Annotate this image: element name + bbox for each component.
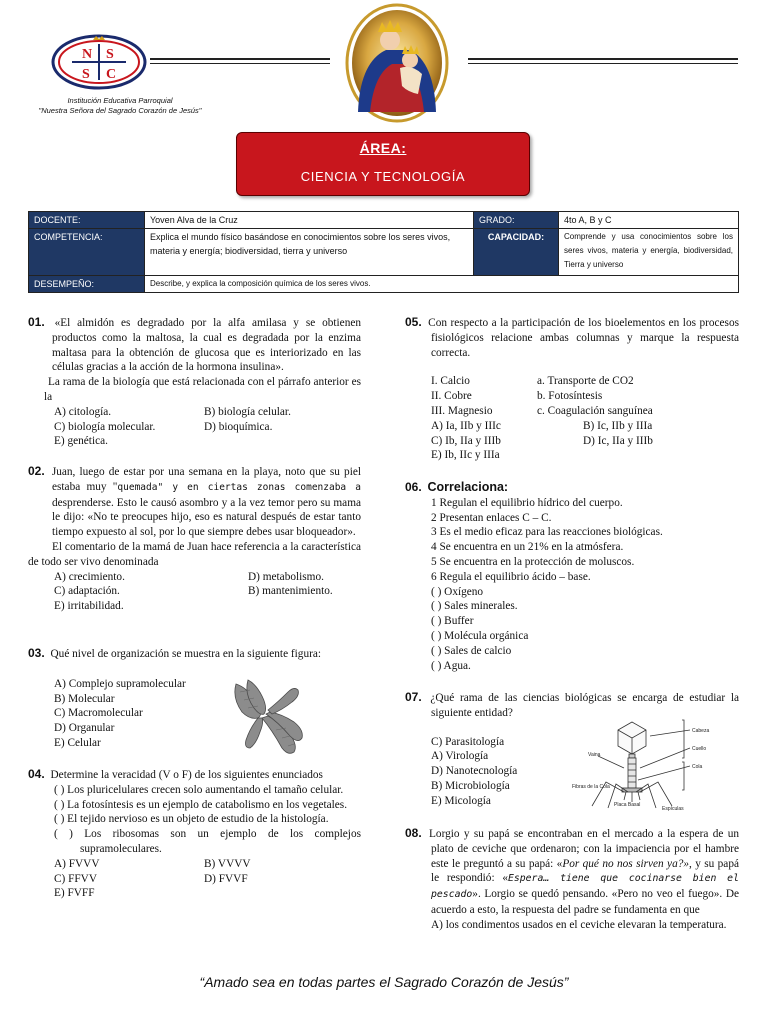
logo-letter-s1: S bbox=[106, 47, 114, 62]
q01-option-c[interactable]: C) biología molecular. bbox=[54, 420, 156, 433]
q02-text-mono: quemada" y en ciertas zonas comenzaba a bbox=[117, 481, 362, 493]
q04-text: Determine la veracidad (V o F) de los siguientes enunciados bbox=[50, 769, 323, 781]
question-04 bbox=[28, 767, 361, 901]
bacteriophage-image bbox=[570, 718, 740, 814]
question-01 bbox=[28, 315, 361, 449]
logo-letter-n: N bbox=[82, 47, 93, 62]
q05-option-b[interactable]: B) Ic, IIb y IIIa bbox=[583, 419, 653, 432]
phage-label-head: Cabeza bbox=[692, 728, 710, 734]
q07-option-a[interactable]: A) Virología bbox=[431, 750, 489, 763]
q03-option-e[interactable]: E) Celular bbox=[54, 736, 101, 749]
q08-text-a: Lorgio y su papá se encontraban en el mercado a la espera de un plato de ceviche que ordenaron; con la impaciencia por el hambre este le preguntó a su papá: « bbox=[429, 828, 739, 870]
q06-item-2: 2 Presentan enlaces C – C. bbox=[431, 511, 552, 524]
q02-prompt: El comentario de la mamá de Juan hace referencia a la característica de todo ser vivo denominada bbox=[28, 540, 361, 568]
logo-letter-c: C bbox=[106, 67, 117, 82]
docente-label: DOCENTE: bbox=[29, 212, 145, 229]
q06-blank-4[interactable]: ( ) Molécula orgánica bbox=[431, 629, 529, 642]
q05-option-d[interactable]: D) Ic, IIa y IIIb bbox=[583, 434, 653, 447]
q05-text: Con respecto a la participación de los bioelementos en los procesos fisiológicos relacione ambas columnas y marque la respuesta correcta. bbox=[428, 317, 739, 359]
area-title: ÁREA: bbox=[359, 140, 407, 156]
phage-label-sheath: Vaina bbox=[588, 752, 601, 758]
phage-label-collar: Cuello bbox=[692, 746, 707, 752]
q04-option-d[interactable]: D) FVVF bbox=[204, 872, 248, 885]
capacidad-label: CAPACIDAD: bbox=[474, 229, 559, 276]
q02-option-b[interactable]: B) mantenimiento. bbox=[248, 585, 333, 598]
q05-left-3: III. Magnesio bbox=[431, 404, 493, 417]
phage-label-baseplate: Placa Basal bbox=[614, 802, 641, 808]
institution-line-2: "Nuestra Señora del Sagrado Corazón de Jesús" bbox=[38, 106, 202, 115]
q06-blank-1[interactable]: ( ) Oxígeno bbox=[431, 585, 484, 598]
q05-right-b: b. Fotosíntesis bbox=[537, 390, 603, 403]
q05-option-a[interactable]: A) Ia, IIb y IIIc bbox=[431, 419, 501, 432]
q01-text: «El almidón es degradado por la alfa amilasa y se obtienen productos como la maltosa, la cual es degradada por la enzima maltasa para la obtención de glucosa que es interiorizado en las células gracias a la acción de la hormona insulina». bbox=[52, 317, 362, 374]
q06-item-5: 5 Se encuentra en la protección de moluscos. bbox=[431, 555, 635, 568]
q02-option-c[interactable]: C) adaptación. bbox=[54, 585, 120, 598]
area-subtitle: CIENCIA Y TECNOLOGÍA bbox=[300, 169, 466, 184]
q04-option-e[interactable]: E) FVFF bbox=[54, 887, 95, 900]
phage-label-tail: Cola bbox=[692, 764, 703, 770]
area-banner bbox=[236, 132, 530, 196]
q06-item-6: 6 Regula el equilibrio ácido – base. bbox=[431, 570, 591, 583]
q07-number: 07. bbox=[405, 690, 422, 704]
q05-left-2: II. Cobre bbox=[431, 390, 472, 403]
q01-option-d[interactable]: D) bioquímica. bbox=[204, 420, 273, 433]
q05-option-c[interactable]: C) Ib, IIa y IIIb bbox=[431, 434, 501, 447]
q03-option-c[interactable]: C) Macromolecular bbox=[54, 707, 143, 720]
q01-prompt: La rama de la biología que está relacionada con el párrafo anterior es la bbox=[44, 376, 361, 403]
q02-option-a[interactable]: A) crecimiento. bbox=[54, 570, 125, 583]
q06-item-4: 4 Se encuentra en un 21% en la atmósfera. bbox=[431, 541, 624, 554]
q03-option-d[interactable]: D) Organular bbox=[54, 722, 115, 735]
q05-left-1: I. Calcio bbox=[431, 375, 470, 388]
q06-blank-6[interactable]: ( ) Agua. bbox=[431, 659, 471, 672]
q02-text-b: desprenderse. Esto le causó asombro y a la vez temor pero su mama le dijo: «No te preocupes hijo, eso es natural después de estar tanto tiempo expuesto al sol, por lo que siempre debes usar bloqueador». bbox=[52, 496, 361, 539]
q06-blank-2[interactable]: ( ) Sales minerales. bbox=[431, 600, 518, 613]
logo-letter-s2: S bbox=[82, 67, 90, 82]
competencia-value: Explica el mundo físico basándose en conocimientos sobre los seres vivos, materia y energía; biodiversidad, tierra y universo bbox=[145, 229, 474, 276]
q08-text-c: ». Lorgio se quedó pensando. «Pero no veo el fuego». De acuerdo a esto, la respuesta del padre se fundamenta en que bbox=[431, 888, 739, 916]
docente-value: Yoven Alva de la Cruz bbox=[145, 212, 474, 229]
question-02 bbox=[28, 464, 361, 614]
q08-text-italic-2: Espera… tiene que cocinarse bien el pescado bbox=[431, 873, 739, 901]
q08-option-a[interactable]: A) los condimentos usados en el ceviche elevaran la temperatura. bbox=[431, 918, 727, 931]
grado-value: 4to A, B y C bbox=[559, 212, 739, 229]
q05-option-e[interactable]: E) Ib, IIc y IIIa bbox=[431, 449, 500, 462]
q04-item-1[interactable]: ( ) Los pluricelulares crecen solo aumentando el tamaño celular. bbox=[54, 783, 344, 796]
school-logo bbox=[50, 34, 148, 90]
q01-number: 01. bbox=[28, 315, 45, 329]
q07-option-c[interactable]: C) Parasitología bbox=[431, 735, 505, 748]
question-08 bbox=[405, 826, 739, 933]
q07-text: ¿Qué rama de las ciencias biológicas se encarga de estudiar la siguiente entidad? bbox=[430, 692, 740, 719]
q03-number: 03. bbox=[28, 646, 45, 660]
desempeno-label: DESEMPEÑO: bbox=[29, 276, 145, 293]
desempeno-value: Describe, y explica la composición química de los seres vivos. bbox=[145, 276, 739, 293]
q05-right-c: c. Coagulación sanguínea bbox=[537, 404, 653, 417]
q01-option-b[interactable]: B) biología celular. bbox=[204, 405, 291, 418]
q04-option-a[interactable]: A) FVVV bbox=[54, 857, 100, 870]
q01-option-e[interactable]: E) genética. bbox=[54, 435, 108, 448]
q03-text: Qué nivel de organización se muestra en la siguiente figura: bbox=[50, 648, 322, 660]
q08-text-b: , y su papá le respondió: « bbox=[431, 857, 739, 885]
q02-text-a: Juan, luego de estar por una semana en la playa, noto que su piel estaba muy " bbox=[51, 466, 361, 493]
q05-number: 05. bbox=[405, 315, 422, 329]
q07-option-b[interactable]: B) Microbiología bbox=[431, 779, 510, 792]
question-05 bbox=[405, 315, 739, 463]
q04-item-3[interactable]: ( ) El tejido nervioso es un objeto de estudio de la histología. bbox=[54, 813, 329, 826]
course-info-table bbox=[28, 211, 739, 293]
q04-number: 04. bbox=[28, 767, 45, 781]
q04-item-4[interactable]: ( ) Los ribosomas son un ejemplo de los complejos supramoleculares. bbox=[54, 828, 361, 855]
chromosome-image bbox=[228, 678, 304, 758]
q05-right-a: a. Transporte de CO2 bbox=[537, 375, 634, 388]
footer-motto: “Amado sea en todas partes el Sagrado Corazón de Jesús” bbox=[199, 974, 569, 990]
q06-blank-3[interactable]: ( ) Buffer bbox=[431, 615, 474, 628]
q03-option-b[interactable]: B) Molecular bbox=[54, 692, 115, 705]
question-03 bbox=[28, 646, 361, 751]
q02-number: 02. bbox=[28, 464, 45, 478]
q06-title: Correlaciona: bbox=[427, 480, 509, 494]
grado-label: GRADO: bbox=[474, 212, 559, 229]
q04-option-b[interactable]: B) VVVV bbox=[204, 857, 251, 870]
header-rule-left bbox=[150, 58, 330, 60]
q06-number: 06. bbox=[405, 480, 422, 494]
q06-blank-5[interactable]: ( ) Sales de calcio bbox=[431, 644, 512, 657]
institution-name bbox=[20, 96, 220, 116]
header-rule-right-thin bbox=[468, 63, 738, 64]
q02-option-e[interactable]: E) irritabilidad. bbox=[54, 600, 124, 613]
q06-item-1: 1 Regulan el equilibrio hídrico del cuerpo. bbox=[431, 496, 623, 509]
phage-label-tail-fibers: Fibras de la Cola bbox=[572, 784, 610, 790]
q06-item-3: 3 Es el medio eficaz para las reacciones biológicas. bbox=[431, 526, 663, 539]
q07-option-e[interactable]: E) Micología bbox=[431, 794, 491, 807]
q07-option-d[interactable]: D) Nanotecnología bbox=[431, 765, 518, 778]
q04-item-2[interactable]: ( ) La fotosíntesis es un ejemplo de catabolismo en los vegetales. bbox=[54, 798, 348, 811]
q08-number: 08. bbox=[405, 826, 422, 840]
competencia-label: COMPETENCIA: bbox=[29, 229, 145, 276]
q03-option-a[interactable]: A) Complejo supramolecular bbox=[54, 677, 186, 690]
capacidad-value: Comprende y usa conocimientos sobre los seres vivos, materia y energía, biodiversidad, Tierra y universo bbox=[559, 229, 739, 276]
question-06 bbox=[405, 480, 739, 673]
institution-line-1: Institución Educativa Parroquial bbox=[67, 96, 173, 105]
phage-label-spikes: Espículas bbox=[662, 806, 684, 812]
header-rule-right bbox=[468, 58, 738, 60]
q08-text-italic-1: Por qué no nos sirven ya?» bbox=[562, 857, 690, 870]
q04-option-c[interactable]: C) FFVV bbox=[54, 872, 98, 885]
virgin-medallion-image bbox=[330, 2, 464, 124]
q02-option-d[interactable]: D) metabolismo. bbox=[248, 570, 324, 583]
q01-option-a[interactable]: A) citología. bbox=[54, 405, 112, 418]
header-rule-left-thin bbox=[150, 63, 330, 64]
